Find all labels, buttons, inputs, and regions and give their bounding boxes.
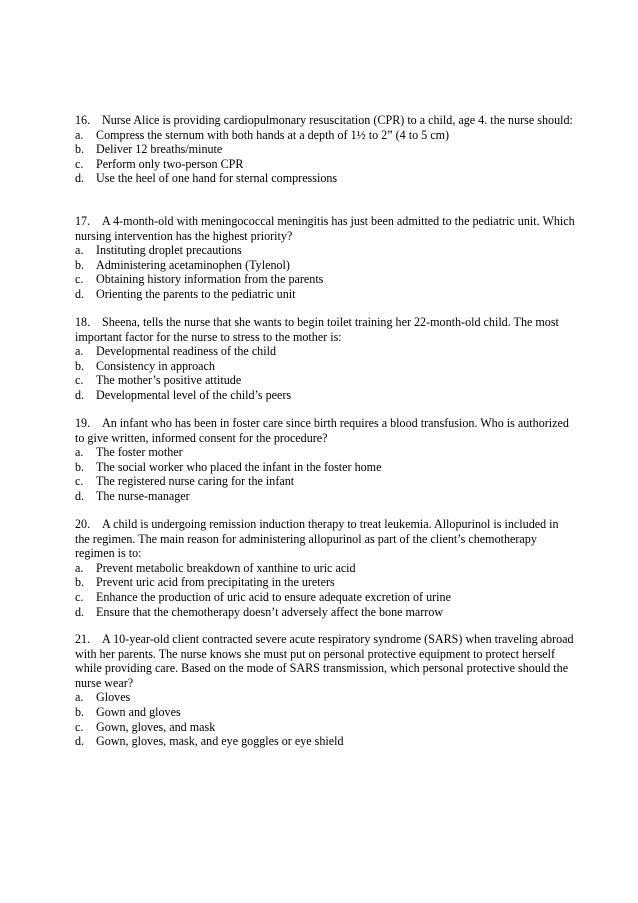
question-number: 18. <box>75 315 91 329</box>
option-letter: d. <box>75 286 85 301</box>
question-text: An infant who has been in foster care since birth requires a blood transfusion. Who is authorized to give written, informed consent for the procedure? <box>75 416 569 445</box>
option-letter: c. <box>75 272 84 287</box>
answer-option <box>75 157 575 172</box>
answer-options <box>75 690 575 748</box>
question-text: A child is undergoing remission induction therapy to treat leukemia. Allopurinol is included in the regimen. The main reason for administering allopurinol as part of the client’s chemotherapy regimen is to: <box>75 517 559 561</box>
option-text: Orienting the parents to the pediatric unit <box>96 286 296 301</box>
answer-option <box>75 605 575 620</box>
answer-option <box>75 388 575 403</box>
question-18 <box>75 315 575 403</box>
option-letter: b. <box>75 459 85 474</box>
option-letter: c. <box>75 474 84 489</box>
option-text: The mother’s positive attitude <box>96 373 242 388</box>
option-text: Use the heel of one hand for sternal compressions <box>96 171 338 186</box>
option-letter: a. <box>75 690 84 705</box>
option-text: Ensure that the chemotherapy doesn’t adversely affect the bone marrow <box>96 604 444 619</box>
option-text: Prevent metabolic breakdown of xanthine to uric acid <box>96 560 356 575</box>
option-text: Compress the sternum with both hands at a depth of 1½ to 2” (4 to 5 cm) <box>96 127 450 142</box>
question-text: Nurse Alice is providing cardiopulmonary resuscitation (CPR) to a child, age 4. the nurse should: <box>102 113 573 127</box>
option-text: Enhance the production of uric acid to ensure adequate excretion of urine <box>96 589 451 604</box>
question-stem <box>75 517 575 561</box>
question-number: 17. <box>75 214 91 228</box>
option-text: Instituting droplet precautions <box>96 243 242 258</box>
option-text: The foster mother <box>96 445 183 460</box>
option-text: Developmental level of the child’s peers <box>96 387 292 402</box>
option-text: Obtaining history information from the parents <box>96 272 324 287</box>
answer-option <box>75 287 575 302</box>
option-letter: b. <box>75 704 85 719</box>
answer-option <box>75 258 575 273</box>
answer-option <box>75 272 575 287</box>
question-16 <box>75 113 575 186</box>
question-stem <box>75 113 575 128</box>
answer-options <box>75 445 575 503</box>
question-19 <box>75 416 575 504</box>
option-letter: b. <box>75 257 85 272</box>
answer-option <box>75 561 575 576</box>
answer-option <box>75 575 575 590</box>
answer-option <box>75 128 575 143</box>
option-text: Gown, gloves, and mask <box>96 719 216 734</box>
option-letter: b. <box>75 358 85 373</box>
option-text: Prevent uric acid from precipitating in the ureters <box>96 575 335 590</box>
option-letter: a. <box>75 560 84 575</box>
option-letter: c. <box>75 156 84 171</box>
option-letter: a. <box>75 344 84 359</box>
option-letter: a. <box>75 445 84 460</box>
option-text: The social worker who placed the infant in the foster home <box>96 459 382 474</box>
option-text: Gown and gloves <box>96 704 181 719</box>
option-text: Consistency in approach <box>96 358 215 373</box>
answer-option <box>75 690 575 705</box>
option-letter: d. <box>75 171 85 186</box>
option-letter: c. <box>75 373 84 388</box>
answer-option <box>75 474 575 489</box>
question-number: 20. <box>75 517 91 531</box>
answer-options <box>75 344 575 402</box>
option-text: Developmental readiness of the child <box>96 344 277 359</box>
option-text: Gloves <box>96 690 131 705</box>
question-stem <box>75 632 575 690</box>
question-20 <box>75 517 575 619</box>
answer-option <box>75 142 575 157</box>
answer-option <box>75 489 575 504</box>
option-letter: c. <box>75 719 84 734</box>
option-letter: c. <box>75 589 84 604</box>
option-text: Perform only two-person CPR <box>96 156 244 171</box>
question-stem <box>75 315 575 344</box>
option-letter: b. <box>75 575 85 590</box>
answer-option <box>75 171 575 186</box>
option-letter: a. <box>75 243 84 258</box>
answer-option <box>75 344 575 359</box>
answer-option <box>75 445 575 460</box>
question-number: 16. <box>75 113 91 127</box>
question-21 <box>75 632 575 749</box>
question-text: A 10-year-old client contracted severe acute respiratory syndrome (SARS) when traveling abroad with her parents. The nurse knows she must put on personal protective equipment to protect herself while providing care. Based on the mode of SARS transmission, which personal protective should the nurse wear? <box>75 632 574 690</box>
answer-option <box>75 590 575 605</box>
option-letter: d. <box>75 488 85 503</box>
question-text: A 4-month-old with meningococcal meningitis has just been admitted to the pediatric unit. Which nursing intervention has the highest priority? <box>75 214 575 243</box>
option-text: The nurse-manager <box>96 488 190 503</box>
answer-option <box>75 243 575 258</box>
answer-option <box>75 720 575 735</box>
option-text: Administering acetaminophen (Tylenol) <box>96 257 290 272</box>
question-number: 21. <box>75 632 91 646</box>
option-letter: d. <box>75 387 85 402</box>
question-text: Sheena, tells the nurse that she wants to begin toilet training her 22-month-old child. The most important factor for the nurse to stress to the mother is: <box>75 315 559 344</box>
answer-option <box>75 734 575 749</box>
option-text: The registered nurse caring for the infant <box>96 474 295 489</box>
question-17 <box>75 214 575 302</box>
answer-option <box>75 359 575 374</box>
option-letter: b. <box>75 142 85 157</box>
answer-option <box>75 460 575 475</box>
question-stem <box>75 214 575 243</box>
option-letter: a. <box>75 127 84 142</box>
answer-options <box>75 561 575 619</box>
option-letter: d. <box>75 604 85 619</box>
option-text: Deliver 12 breaths/minute <box>96 142 223 157</box>
question-number: 19. <box>75 416 91 430</box>
question-stem <box>75 416 575 445</box>
answer-options <box>75 128 575 186</box>
answer-option <box>75 705 575 720</box>
answer-options <box>75 243 575 301</box>
option-text: Gown, gloves, mask, and eye goggles or eye shield <box>96 734 344 749</box>
answer-option <box>75 373 575 388</box>
option-letter: d. <box>75 734 85 749</box>
